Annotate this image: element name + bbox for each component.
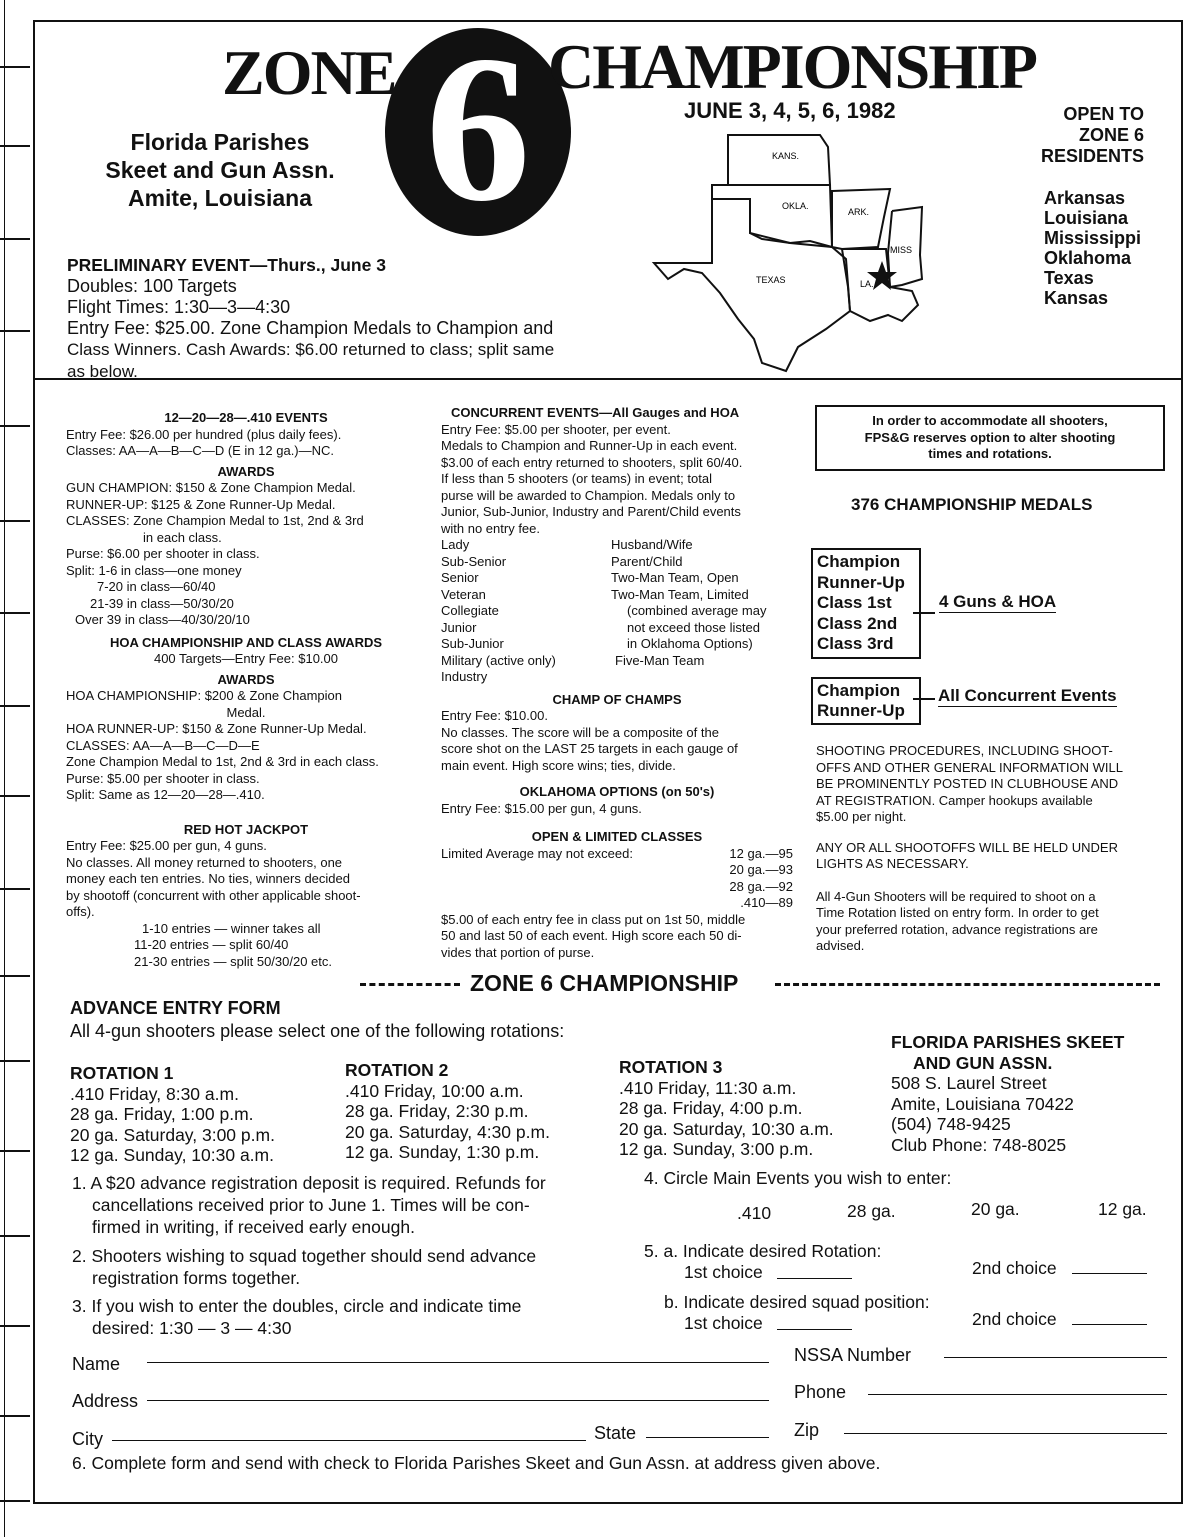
- event-item: Five-Man Team: [615, 652, 705, 668]
- host-club-line: Amite, Louisiana: [127, 185, 313, 211]
- text-line: with no entry fee.: [441, 520, 540, 536]
- text-line: CLASSES: AA—A—B—C—D—E: [66, 737, 260, 753]
- text-line: Limited Average may not exceed:: [441, 845, 633, 861]
- zone-word: ZONE: [222, 37, 396, 108]
- info-line: AT REGISTRATION. Camper hookups available: [816, 792, 1093, 808]
- city-label: City: [72, 1429, 103, 1449]
- rotation-line: 12 ga. Sunday, 1:30 p.m.: [345, 1142, 540, 1162]
- state-label: State: [594, 1423, 637, 1443]
- text-line: in each class.: [143, 529, 222, 545]
- medal-item: Champion: [817, 552, 901, 571]
- medal-label-guns: 4 Guns & HOA: [939, 592, 1057, 611]
- section-title: CONCURRENT EVENTS—All Gauges and HOA: [451, 405, 740, 420]
- map-label-kans: KANS.: [772, 151, 800, 161]
- host-club-line: Florida Parishes: [130, 129, 310, 155]
- item-line: registration forms together.: [92, 1268, 301, 1288]
- club-address-line: Club Phone: 748-8025: [891, 1134, 1067, 1155]
- form-item-3: [72, 1295, 612, 1339]
- text-line: No classes. The score will be a composite of the: [441, 724, 719, 740]
- address-label: Address: [72, 1391, 139, 1411]
- preliminary-line: Class Winners. Cash Awards: $6.00 returned to class; split same: [67, 340, 555, 359]
- text-line: 1-10 entries — winner takes all: [142, 920, 321, 936]
- event-item: Senior: [441, 570, 479, 585]
- form-intro: All 4-gun shooters please select one of the following rotations:: [70, 1021, 565, 1041]
- text-line: Entry Fee: $15.00 per gun, 4 guns.: [441, 800, 642, 816]
- state-list: [1044, 188, 1141, 308]
- event-item: in Oklahoma Options): [627, 636, 753, 651]
- medal-box-concurrent: [811, 677, 921, 725]
- map-label-ark: ARK.: [848, 207, 870, 217]
- map-label-texas: TEXAS: [756, 275, 786, 285]
- event-item: Parent/Child: [611, 553, 683, 569]
- text-line: 21-30 entries — split 50/30/20 etc.: [134, 953, 333, 969]
- limit-item: 12 ga.—95: [729, 845, 793, 861]
- text-line: CLASSES: Zone Champion Medal to 1st, 2nd & 3rd: [66, 513, 364, 528]
- notice-line: FPS&G reserves option to alter shooting: [864, 429, 1116, 445]
- preliminary-line: Flight Times: 1:30—3—4:30: [67, 297, 291, 317]
- text-line: offs).: [66, 904, 95, 919]
- arkansas-outline: [832, 189, 890, 249]
- rotation-3: [619, 1057, 834, 1160]
- text-line: main event. High score wins; ties, divide.: [441, 757, 676, 773]
- rotation-second-choice-label: 2nd choice: [972, 1258, 1057, 1278]
- text-line: Split: 1-6 in class—one money: [66, 562, 242, 578]
- open-to-line: OPEN TO: [1063, 104, 1144, 124]
- name-label: Name: [72, 1354, 121, 1374]
- text-line: Entry Fee: $25.00 per gun, 4 guns.: [66, 838, 267, 853]
- championship-word: CHAMPIONSHIP: [548, 31, 1036, 102]
- event-item: not exceed those listed: [627, 619, 760, 635]
- city-field[interactable]: [112, 1440, 586, 1441]
- event-item: Sub-Junior: [441, 636, 504, 651]
- squad-first-choice-label: 1st choice: [684, 1313, 763, 1333]
- text-line: Purse: $5.00 per shooter in class.: [66, 770, 260, 786]
- section-title: RED HOT JACKPOT: [183, 821, 309, 837]
- club-name-line: AND GUN ASSN.: [913, 1052, 1053, 1073]
- club-address-line: (504) 748-9425: [891, 1114, 1011, 1134]
- text-line: by shootoff (concurrent with other applicable shoot-: [66, 887, 361, 903]
- rotation-line: 28 ga. Friday, 1:00 p.m.: [70, 1104, 254, 1124]
- event-item: Husband/Wife: [611, 537, 693, 552]
- zip-field[interactable]: [844, 1433, 1167, 1434]
- gauge-option-410[interactable]: .410: [737, 1203, 772, 1223]
- limit-item: .410—89: [740, 895, 793, 910]
- state-item: Mississippi: [1044, 228, 1142, 248]
- text-line: If less than 5 shooters (or teams) in event; total: [441, 471, 712, 486]
- rotation-line: .410 Friday, 10:00 a.m.: [345, 1080, 524, 1101]
- section-title: AWARDS: [217, 671, 275, 687]
- event-item: Collegiate: [441, 603, 499, 618]
- event-list: [441, 537, 793, 686]
- open-to-line: RESIDENTS: [1040, 146, 1144, 166]
- event-list-left: [441, 537, 611, 686]
- text-line: Zone Champion Medal to 1st, 2nd & 3rd in each class.: [66, 754, 379, 769]
- phone-field[interactable]: [868, 1394, 1167, 1395]
- club-name-line: FLORIDA PARISHES SKEET: [891, 1032, 1125, 1052]
- club-address-line: Amite, Louisiana 70422: [891, 1093, 1074, 1114]
- text-line: Split: Same as 12—20—28—.410.: [66, 787, 265, 802]
- rotation-line: .410 Friday, 8:30 a.m.: [70, 1083, 239, 1104]
- text-line: Entry Fee: $5.00 per shooter, per event.: [441, 421, 671, 437]
- texas-outline: [654, 199, 850, 371]
- info-paragraphs: [816, 743, 1168, 955]
- rotation-second-choice-field[interactable]: [1072, 1273, 1147, 1274]
- state-item: Oklahoma: [1044, 248, 1132, 268]
- louisiana-outline: [842, 249, 918, 321]
- item-line: 3. If you wish to enter the doubles, circle and indicate time: [72, 1296, 522, 1316]
- connector-line: [913, 612, 935, 614]
- zone-map: [650, 125, 940, 375]
- nssa-label: NSSA Number: [794, 1345, 912, 1365]
- form-item-5a: 5. a. Indicate desired Rotation:: [644, 1241, 882, 1261]
- form-item-2: [72, 1245, 612, 1289]
- section-title: HOA CHAMPIONSHIP AND CLASS AWARDS: [109, 634, 383, 650]
- rotation-line: 28 ga. Friday, 2:30 p.m.: [345, 1101, 529, 1121]
- open-to-line: ZONE 6: [1078, 125, 1144, 145]
- notice-box: [815, 405, 1165, 471]
- text-line: 7-20 in class—60/40: [97, 579, 216, 594]
- club-address-line: 508 S. Laurel Street: [891, 1073, 1047, 1093]
- host-club-line: Skeet and Gun Assn.: [105, 157, 335, 183]
- medal-item: Champion: [817, 681, 901, 700]
- text-line: Classes: AA—A—B—C—D (E in 12 ga.)—NC.: [66, 443, 335, 458]
- event-item: (combined average may: [627, 603, 767, 618]
- info-line: All 4-Gun Shooters will be required to shoot on a: [816, 888, 1096, 904]
- preliminary-line: Entry Fee: $25.00. Zone Champion Medals to Champion and: [67, 318, 554, 338]
- text-line: Medal.: [226, 704, 266, 720]
- rotation-title: ROTATION 3: [619, 1057, 723, 1077]
- event-dates: JUNE 3, 4, 5, 6, 1982: [684, 98, 896, 123]
- text-line: money each ten entries. No ties, winners decided: [66, 871, 350, 886]
- text-line: 21-39 in class—50/30/20: [90, 595, 234, 611]
- text-line: HOA CHAMPIONSHIP: $200 & Zone Champion: [66, 688, 343, 703]
- medal-label-concurrent: All Concurrent Events: [938, 686, 1117, 705]
- event-item: Military (active only): [441, 652, 556, 668]
- gauge-option-20[interactable]: 20 ga.: [971, 1199, 1020, 1219]
- medal-box-guns: [811, 548, 921, 659]
- zip-label: Zip: [794, 1420, 820, 1440]
- preliminary-title: PRELIMINARY EVENT—Thurs., June 3: [67, 255, 386, 275]
- nssa-field[interactable]: [944, 1357, 1167, 1358]
- form-item-1: [72, 1172, 612, 1238]
- rotation-line: 12 ga. Sunday, 3:00 p.m.: [619, 1139, 814, 1159]
- rotation-2: [345, 1060, 550, 1163]
- text-line: vides that portion of purse.: [441, 944, 595, 960]
- rotation-first-choice-field[interactable]: [777, 1278, 852, 1279]
- text-line: 11-20 entries — split 60/40: [134, 937, 289, 952]
- text-line: HOA RUNNER-UP: $150 & Zone Runner-Up Medal.: [66, 721, 367, 736]
- limit-item: 20 ga.—93: [729, 862, 793, 877]
- text-line: purse will be awarded to Champion. Medals only to: [441, 487, 736, 503]
- state-item: Louisiana: [1044, 208, 1129, 228]
- text-line: Junior, Sub-Junior, Industry and Parent/Child events: [441, 504, 741, 519]
- map-label-miss: MISS: [890, 245, 913, 255]
- info-line: advised.: [816, 938, 865, 953]
- form-item-5b: b. Indicate desired squad position:: [664, 1292, 930, 1312]
- rotation-first-choice-label: 1st choice: [684, 1262, 763, 1282]
- rotation-line: 20 ga. Saturday, 4:30 p.m.: [345, 1121, 550, 1142]
- six-numeral: 6: [425, 13, 531, 245]
- squad-second-choice-label: 2nd choice: [972, 1309, 1057, 1329]
- doubles-time-options[interactable]: desired: 1:30 — 3 — 4:30: [92, 1318, 292, 1338]
- section-title: OKLAHOMA OPTIONS (on 50's): [519, 784, 715, 799]
- form-item-6: 6. Complete form and send with check to Florida Parishes Skeet and Gun Assn. at address given above.: [72, 1453, 881, 1473]
- state-item: Texas: [1044, 268, 1094, 288]
- connector-line: [913, 698, 935, 700]
- preliminary-event: [67, 254, 627, 383]
- form-item-4: 4. Circle Main Events you wish to enter:: [644, 1168, 952, 1188]
- preliminary-line: as below.: [67, 362, 138, 381]
- limits-list: [729, 846, 793, 912]
- notice-line: times and rotations.: [928, 446, 1052, 461]
- rotation-line: 20 ga. Saturday, 3:00 p.m.: [70, 1124, 275, 1145]
- text-line: Over 39 in class—40/30/20/10: [75, 612, 250, 627]
- column-concurrent: [441, 405, 793, 961]
- event-item: Lady: [441, 537, 470, 552]
- state-field[interactable]: [646, 1437, 769, 1438]
- text-line: RUNNER-UP: $125 & Zone Runner-Up Medal.: [66, 496, 336, 512]
- item-line: 1. A $20 advance registration deposit is required. Refunds for: [72, 1173, 546, 1193]
- preliminary-line: Doubles: 100 Targets: [67, 276, 237, 296]
- medal-item: Class 2nd: [817, 613, 898, 633]
- info-line: your preferred rotation, advance registrations are: [816, 921, 1098, 937]
- rotation-line: 28 ga. Friday, 4:00 p.m.: [619, 1098, 803, 1118]
- info-line: BE PROMINENTLY POSTED IN CLUBHOUSE AND: [816, 776, 1119, 791]
- info-line: OFFS AND OTHER GENERAL INFORMATION WILL: [816, 759, 1123, 775]
- section-title: AWARDS: [217, 463, 275, 479]
- event-item: Industry: [441, 669, 488, 684]
- text-line: Entry Fee: $10.00.: [441, 708, 548, 723]
- rotation-1: [70, 1063, 275, 1166]
- rotation-line: .410 Friday, 11:30 a.m.: [619, 1077, 797, 1098]
- item-line: firmed in writing, if received early enough.: [92, 1217, 415, 1237]
- phone-label: Phone: [794, 1382, 847, 1402]
- notice-line: In order to accommodate all shooters,: [872, 413, 1108, 428]
- text-line: Purse: $6.00 per shooter in class.: [66, 546, 260, 561]
- open-to: [1000, 104, 1144, 167]
- text-line: GUN CHAMPION: $150 & Zone Champion Medal.: [66, 480, 356, 495]
- medal-item: Class 3rd: [817, 634, 894, 654]
- form-title: ADVANCE ENTRY FORM: [70, 998, 281, 1018]
- limits-row: [441, 846, 793, 912]
- text-line: score shot on the LAST 25 targets in each gauge of: [441, 741, 738, 756]
- rotation-title: ROTATION 1: [70, 1063, 174, 1083]
- text-line: $3.00 of each entry returned to shooters, split 60/40.: [441, 454, 743, 470]
- text-line: $5.00 of each entry fee in class put on 1st 50, middle: [441, 911, 746, 927]
- gauge-option-12[interactable]: 12 ga.: [1098, 1199, 1147, 1219]
- event-item: Two-Man Team, Limited: [611, 586, 749, 602]
- item-line: 2. Shooters wishing to squad together should send advance: [72, 1246, 537, 1266]
- section-title: OPEN & LIMITED CLASSES: [531, 829, 703, 844]
- dashed-rule-right: [775, 983, 1160, 986]
- section-title: 12—20—28—.410 EVENTS: [164, 410, 328, 425]
- info-line: ANY OR ALL SHOOTOFFS WILL BE HELD UNDER: [816, 839, 1118, 855]
- info-line: Time Rotation listed on entry form. In order to get: [816, 905, 1099, 920]
- event-item: Junior: [441, 619, 477, 635]
- info-line: LIGHTS AS NECESSARY.: [816, 856, 969, 871]
- text-line: 50 and last 50 of each event. High score each 50 di-: [441, 928, 742, 943]
- medals-title: 376 CHAMPIONSHIP MEDALS: [851, 495, 1093, 514]
- rotation-line: 20 ga. Saturday, 10:30 a.m.: [619, 1118, 834, 1139]
- item-line: cancellations received prior to June 1. Times will be con-: [92, 1195, 530, 1215]
- limit-item: 28 ga.—92: [729, 878, 793, 894]
- rotation-line: 12 ga. Sunday, 10:30 a.m.: [70, 1145, 274, 1165]
- map-label-okla: OKLA.: [782, 201, 809, 211]
- info-line: $5.00 per night.: [816, 809, 907, 824]
- name-field[interactable]: [147, 1362, 769, 1363]
- column-events: [66, 410, 426, 970]
- medal-item: Class 1st: [817, 593, 892, 613]
- text-line: 400 Targets—Entry Fee: $10.00: [153, 651, 339, 666]
- text-line: Entry Fee: $26.00 per hundred (plus daily fees).: [66, 426, 342, 442]
- address-field[interactable]: [147, 1400, 769, 1401]
- host-club: [80, 128, 360, 212]
- map-label-la: LA.: [860, 279, 874, 289]
- medal-item: Runner-Up: [817, 572, 905, 592]
- text-line: No classes. All money returned to shooters, one: [66, 854, 343, 870]
- event-item: Veteran: [441, 586, 486, 602]
- squad-second-choice-field[interactable]: [1072, 1324, 1147, 1325]
- squad-first-choice-field[interactable]: [777, 1329, 852, 1330]
- info-line: SHOOTING PROCEDURES, INCLUDING SHOOT-: [816, 743, 1113, 758]
- gauge-option-28[interactable]: 28 ga.: [847, 1201, 896, 1221]
- rotation-title: ROTATION 2: [345, 1060, 449, 1080]
- medal-item: Runner-Up: [817, 701, 905, 720]
- event-list-right: [611, 537, 766, 686]
- club-address-block: [891, 1032, 1124, 1155]
- event-item: Sub-Senior: [441, 553, 507, 569]
- state-item: Kansas: [1044, 288, 1109, 308]
- text-line: Medals to Champion and Runner-Up in each event.: [441, 438, 738, 453]
- section-title: CHAMP OF CHAMPS: [552, 691, 682, 707]
- state-item: Arkansas: [1044, 188, 1126, 208]
- dashed-rule-left: [360, 983, 460, 986]
- form-divider-title: ZONE 6 CHAMPIONSHIP: [470, 970, 739, 996]
- event-item: Two-Man Team, Open: [611, 570, 739, 585]
